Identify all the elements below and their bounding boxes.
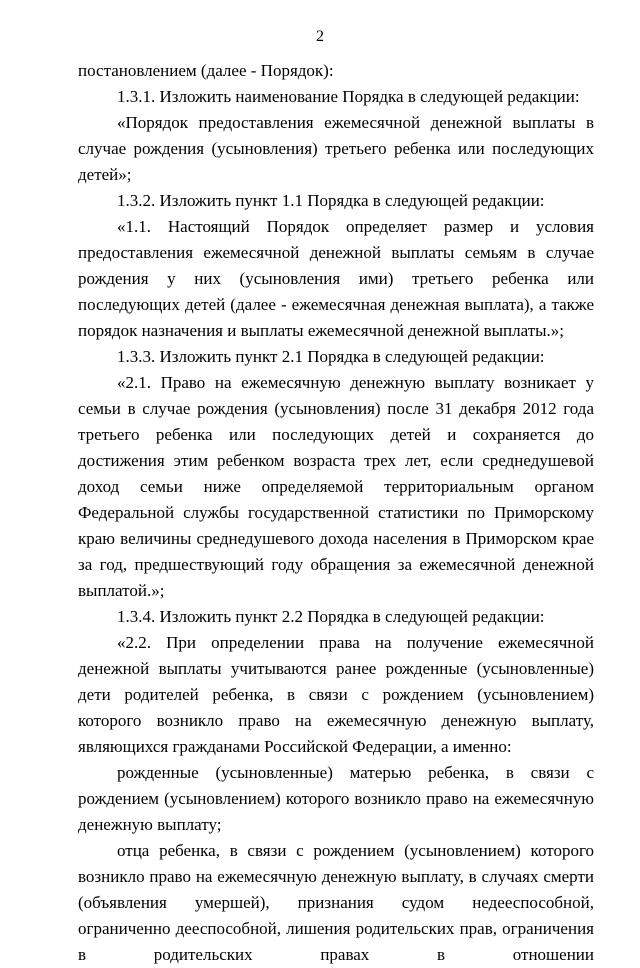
paragraph-quote-2-2: «2.2. При определении права на получение ежемесячной денежной выплаты учитываются ранее рожденные (усыновленные) дети родителей ребенка, в связи с рождением (усыновлением) которого возникло право на ежемесячную денежную выплату, являющихся гражданами Российской Федерации, а именно: [78, 633, 594, 756]
paragraph-continuation: постановлением (далее - Порядок): [78, 61, 334, 80]
paragraph-1-3-2: 1.3.2. Изложить пункт 1.1 Порядка в следующей редакции: [117, 191, 545, 210]
paragraph-1-3-4: 1.3.4. Изложить пункт 2.2 Порядка в следующей редакции: [117, 607, 545, 626]
paragraph-1-3-1: 1.3.1. Изложить наименование Порядка в следующей редакции: [117, 87, 580, 106]
paragraph-quote-title: «Порядок предоставления ежемесячной денежной выплаты в случае рождения (усыновления) третьего ребенка или последующих детей»; [78, 113, 594, 184]
paragraph-1-3-3: 1.3.3. Изложить пункт 2.1 Порядка в следующей редакции: [117, 347, 545, 366]
paragraph-quote-1-1: «1.1. Настоящий Порядок определяет размер и условия предоставления ежемесячной денежной выплаты семьям в случае рождения у них (усыновления ими) третьего ребенка или последующих детей (далее - ежемесячная денежная выплата), а также порядок назначения и выплаты ежемесячной денежной выплаты.»; [78, 217, 594, 340]
document-body [78, 58, 594, 968]
paragraph-item-father: отца ребенка, в связи с рождением (усыновлением) которого возникло право на ежемесячную денежную выплату, в случаях смерти (объявления умершей), признания судом недееспособной, ограниченно дееспособной, лишения родительских прав, ограничения в родительских правах в отношении [78, 841, 594, 964]
page-number: 2 [316, 28, 324, 45]
paragraph-item-mother: рожденные (усыновленные) матерью ребенка, в связи с рождением (усыновлением) которого возникло право на ежемесячную денежную выплату; [78, 763, 594, 834]
paragraph-quote-2-1: «2.1. Право на ежемесячную денежную выплату возникает у семьи в случае рождения (усыновления) после 31 декабря 2012 года третьего ребенка или последующих детей и сохраняется до достижения этим ребенком возраста трех лет, если среднедушевой доход семьи ниже определяемой территориальным органом Федеральной службы государственной статистики по Приморскому краю величины среднедушевого дохода населения в Приморском крае за год, предшествующий году обращения за ежемесячной денежной выплатой.»; [78, 373, 594, 600]
